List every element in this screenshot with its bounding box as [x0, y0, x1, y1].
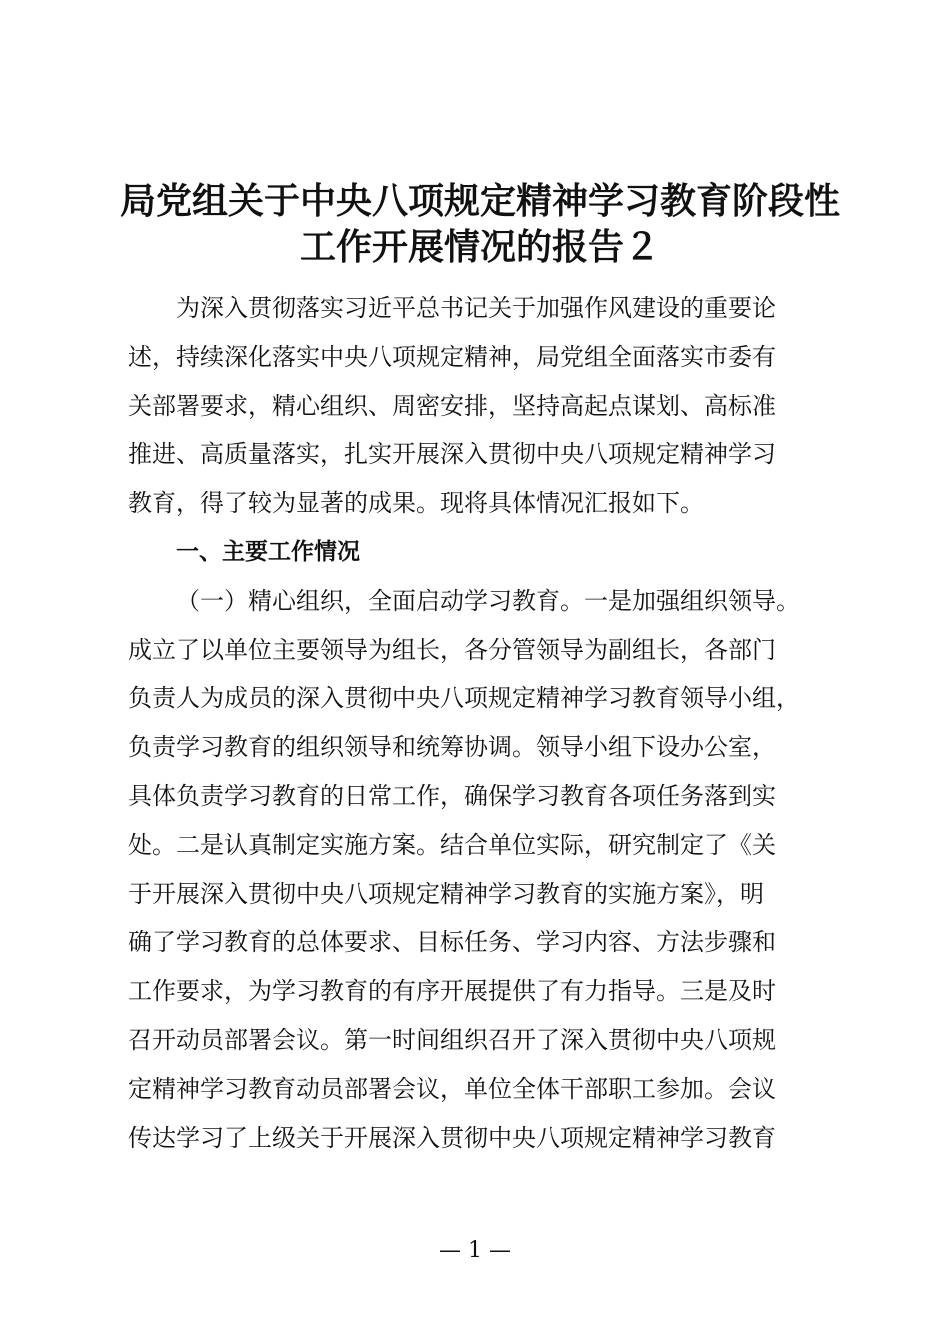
paragraph-1-line-2: 述，持续深化落实中央八项规定精神，局党组全面落实市委有	[128, 342, 776, 371]
paragraph-2-line-3: 负责人为成员的深入贯彻中央八项规定精神学习教育领导小组，	[128, 684, 800, 713]
title-line-1: 局党组关于中央八项规定精神学习教育阶段性	[119, 180, 840, 222]
paragraph-2-line-11: 定精神学习教育动员部署会议，单位全体干部职工参加。会议	[128, 1074, 776, 1103]
paragraph-2-line-7: 于开展深入贯彻中央八项规定精神学习教育的实施方案》，明	[128, 879, 764, 908]
document-title	[100, 178, 860, 270]
section-heading-1: 一、主要工作情况	[176, 538, 360, 565]
paragraph-2-line-10: 召开动员部署会议。第一时间组织召开了深入贯彻中央八项规	[128, 1025, 776, 1054]
paragraph-1-line-1: 为深入贯彻落实习近平总书记关于加强作风建设的重要论	[176, 294, 776, 322]
paragraph-1-line-4: 推进、高质量落实，扎实开展深入贯彻中央八项规定精神学习	[128, 440, 776, 469]
paragraph-2-line-12: 传达学习了上级关于开展深入贯彻中央八项规定精神学习教育	[128, 1123, 776, 1152]
paragraph-2-line-4: 负责学习教育的组织领导和统筹协调。领导小组下设办公室，	[128, 733, 776, 762]
paragraph-2-line-2: 成立了以单位主要领导为组长，各分管领导为副组长，各部门	[128, 635, 776, 664]
paragraph-2-line-9: 工作要求，为学习教育的有序开展提供了有力指导。三是及时	[128, 977, 776, 1006]
document-body	[128, 284, 828, 1162]
title-line-2: 工作开展情况的报告２	[299, 226, 660, 268]
paragraph-2-line-6: 处。二是认真制定实施方案。结合单位实际，研究制定了《关	[128, 830, 776, 859]
page-number: — 1 —	[439, 1238, 511, 1263]
paragraph-2-line-8: 确了学习教育的总体要求、目标任务、学习内容、方法步骤和	[128, 928, 776, 957]
paragraph-2-line-5: 具体负责学习教育的日常工作，确保学习教育各项任务落到实	[128, 781, 776, 810]
paragraph-1-line-5: 教育，得了较为显著的成果。现将具体情况汇报如下。	[128, 489, 704, 518]
paragraph-2-line-1: （一）精心组织，全面启动学习教育。一是加强组织领导。	[176, 586, 800, 615]
paragraph-1-line-3: 关部署要求，精心组织、周密安排，坚持高起点谋划、高标准	[128, 391, 776, 420]
